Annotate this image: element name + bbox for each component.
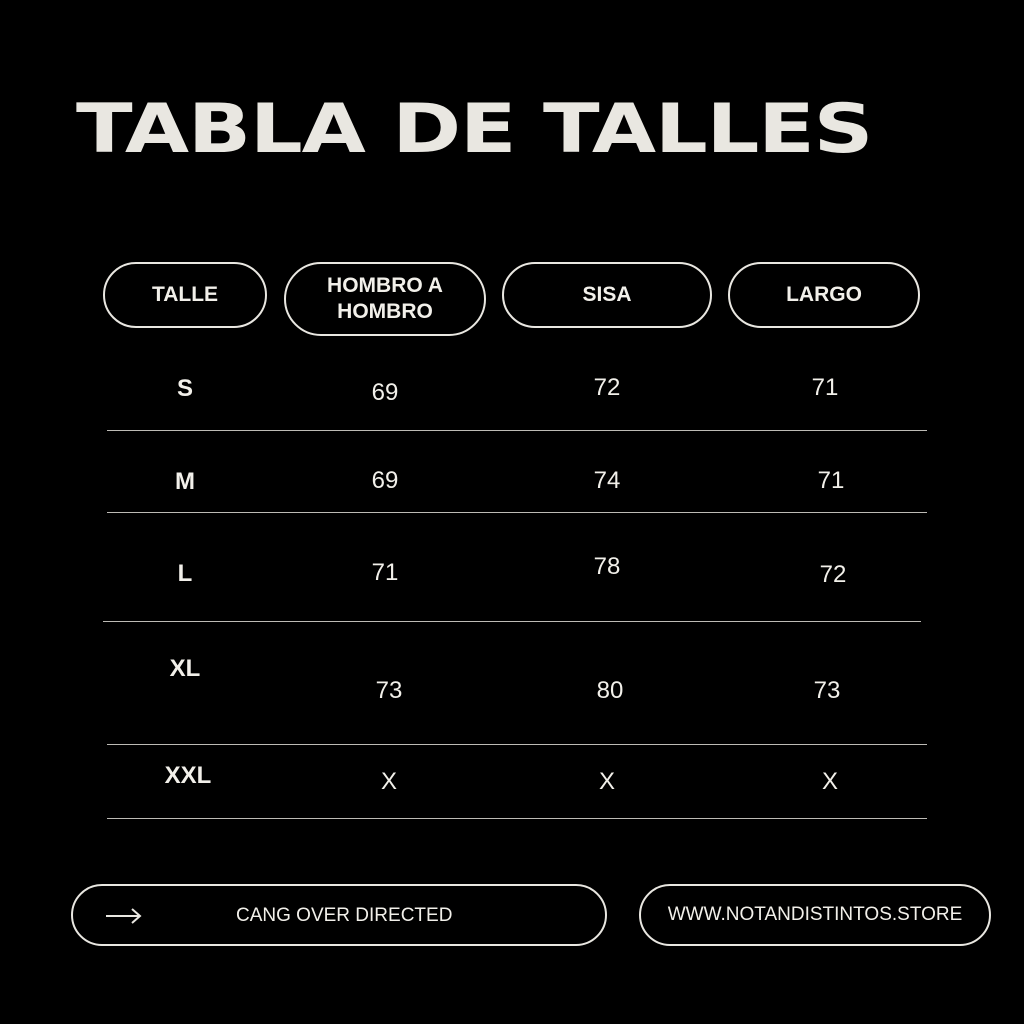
right-arrow-icon bbox=[105, 906, 143, 932]
cell-sisa: 74 bbox=[593, 467, 621, 494]
row-divider bbox=[103, 621, 921, 622]
header-talle-label: TALLE bbox=[151, 283, 219, 307]
cell-hombro: 69 bbox=[371, 379, 399, 406]
cell-largo: 73 bbox=[813, 677, 841, 704]
cell-largo: 72 bbox=[819, 561, 847, 588]
header-sisa bbox=[502, 262, 712, 328]
website-link[interactable]: WWW.NOTANDISTINTOS.STORE bbox=[667, 904, 963, 925]
row-divider bbox=[107, 512, 927, 513]
header-hombro-line2: HOMBRO bbox=[337, 300, 433, 323]
cell-hombro: 71 bbox=[371, 559, 399, 586]
row-divider bbox=[107, 818, 927, 819]
header-hombro-line1: HOMBRO A bbox=[327, 274, 443, 298]
cell-sisa: 80 bbox=[596, 677, 624, 704]
website-pill[interactable] bbox=[639, 884, 991, 946]
header-largo-label: LARGO bbox=[786, 283, 862, 307]
row-divider bbox=[107, 430, 927, 431]
footer-label: CANG OVER DIRECTED bbox=[236, 905, 453, 926]
cell-hombro: X bbox=[380, 768, 397, 795]
cell-talle: XL bbox=[169, 655, 201, 682]
footer-label-pill bbox=[71, 884, 607, 946]
header-hombro bbox=[284, 262, 486, 336]
cell-sisa: 78 bbox=[593, 553, 621, 580]
cell-largo: 71 bbox=[817, 467, 845, 494]
cell-talle: L bbox=[177, 560, 193, 587]
cell-largo: X bbox=[821, 768, 838, 795]
page-title: TABLA DE TALLES bbox=[76, 90, 873, 169]
cell-talle: XXL bbox=[164, 762, 212, 789]
cell-hombro: 73 bbox=[375, 677, 403, 704]
cell-hombro: 69 bbox=[371, 467, 399, 494]
cell-largo: 71 bbox=[811, 374, 839, 401]
cell-talle: M bbox=[175, 468, 195, 495]
cell-talle: S bbox=[176, 375, 193, 402]
cell-sisa: X bbox=[598, 768, 615, 795]
cell-sisa: 72 bbox=[593, 374, 621, 401]
header-largo bbox=[728, 262, 920, 328]
row-divider bbox=[107, 744, 927, 745]
header-sisa-label: SISA bbox=[582, 283, 632, 307]
header-talle bbox=[103, 262, 267, 328]
